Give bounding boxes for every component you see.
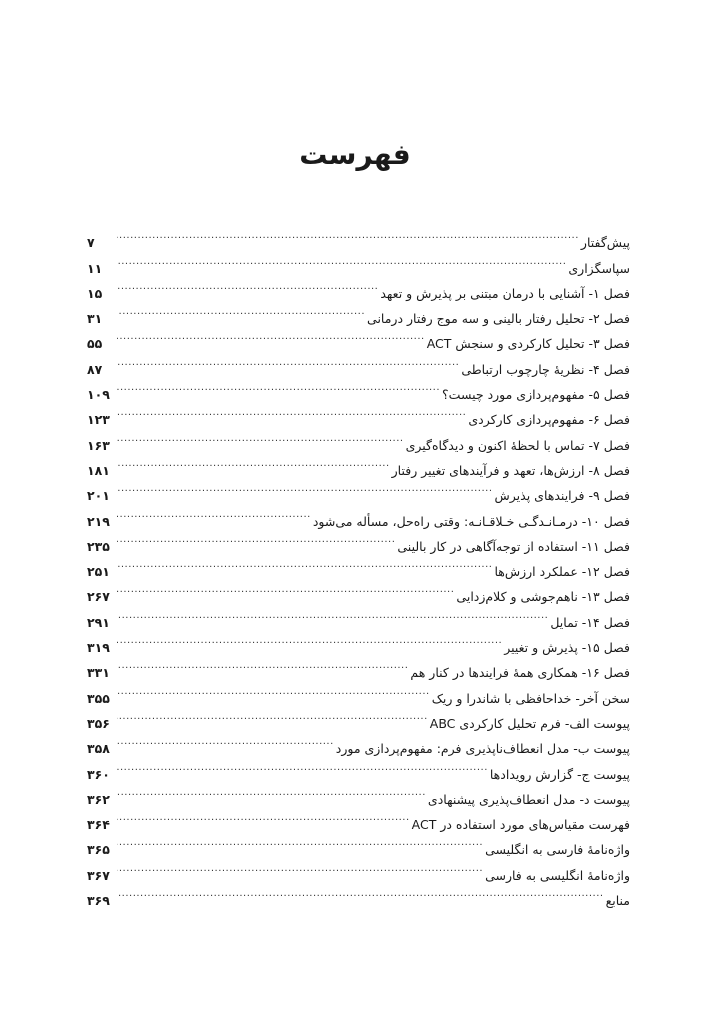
toc-entry-page-number: ۳۶۵ — [87, 842, 110, 858]
toc-entry-title: پیوست ج- گزارش رویدادها — [489, 766, 630, 782]
dot-leader — [117, 450, 390, 475]
dot-leader — [117, 222, 579, 247]
toc-entry-page-number: ۳۵۵ — [87, 690, 110, 706]
toc-entry[interactable] — [87, 880, 630, 909]
dot-leader — [117, 728, 334, 753]
table-of-contents — [87, 222, 630, 909]
toc-entry-title: فصل ۹- فرایندهای پذیرش — [494, 488, 630, 504]
toc-entry-page-number: ۲۹۱ — [87, 614, 110, 630]
toc-entry-page-number: ۱۰۹ — [87, 387, 110, 403]
toc-entry-page-number: ۳۶۴ — [87, 817, 110, 833]
dot-leader — [117, 424, 404, 449]
toc-entry-title: واژه‌نامهٔ انگلیسی به فارسی — [485, 867, 630, 883]
dot-leader — [117, 677, 430, 702]
toc-entry-title: منابع — [605, 893, 630, 909]
toc-entry-page-number: ۳۱ — [87, 311, 103, 327]
toc-entry-title: فصل ۸- ارزش‌ها، تعهد و فرآیندهای تغییر رفتار — [391, 462, 630, 478]
toc-entry-title: پیش‌گفتار — [580, 235, 630, 251]
dot-leader — [117, 804, 410, 829]
dot-leader — [117, 880, 604, 905]
toc-entry-title: سخن آخر- خداحافظی با شاندرا و ریک — [431, 690, 630, 706]
toc-entry-title: فصل ۵- مفهوم‌پردازی مورد چیست؟ — [442, 387, 630, 403]
toc-entry-title: فصل ۱۶- همکاری همهٔ فرایندها در کنار هم — [410, 665, 630, 681]
toc-entry-page-number: ۱۶۳ — [87, 437, 110, 453]
toc-entry-page-number: ۳۶۷ — [87, 867, 110, 883]
dot-leader — [117, 576, 454, 601]
toc-entry-page-number: ۳۱۹ — [87, 640, 110, 656]
toc-entry[interactable] — [87, 222, 630, 251]
dot-leader — [117, 475, 493, 500]
toc-entry-title: فصل ۲- تحلیل رفتار بالینی و سه موج رفتار درمانی — [367, 311, 630, 327]
toc-entry[interactable] — [87, 627, 630, 656]
dot-leader — [117, 273, 378, 298]
toc-entry-title: فصل ۱۰- درمـانـدگـی خـلاقـانـه: وقتی راه‌حل، مسأله می‌شود — [312, 513, 630, 529]
page-title: فهرست — [299, 138, 411, 171]
toc-entry-page-number: ۸۷ — [87, 361, 103, 377]
toc-entry-page-number: ۵۵ — [87, 336, 103, 352]
dot-leader — [117, 247, 566, 272]
toc-entry-title: فصل ۱۱- استفاده از توجه‌آگاهی در کار بالینی — [397, 538, 630, 554]
toc-entry-title: فصل ۱۳- ناهم‌جوشی و کلام‌زدایی — [456, 589, 630, 605]
toc-entry-title: فصل ۶- مفهوم‌پردازی کارکردی — [468, 412, 630, 428]
dot-leader — [117, 551, 492, 576]
toc-entry-title: فصل ۱۴- تمایل — [550, 614, 630, 630]
dot-leader — [117, 500, 311, 525]
dot-leader — [117, 703, 428, 728]
toc-entry-title: فصل ۱۲- عملکرد ارزش‌ها — [494, 564, 630, 580]
toc-entry-page-number: ۱۵ — [87, 285, 103, 301]
toc-entry-page-number: ۳۳۱ — [87, 665, 110, 681]
toc-entry-title: فصل ۴- نظریهٔ چارچوب ارتباطی — [461, 361, 630, 377]
dot-leader — [117, 526, 395, 551]
toc-entry-title: پیوست د- مدل انعطاف‌پذیری پیشنهادی — [427, 791, 630, 807]
toc-entry-title: پیوست ب- مدل انعطاف‌ناپذیری فرم: مفهوم‌پردازی مورد — [335, 741, 630, 757]
toc-entry-title: واژه‌نامهٔ فارسی به انگلیسی — [485, 842, 630, 858]
toc-entry-page-number: ۱۸۱ — [87, 462, 110, 478]
toc-entry-title: فهرست مقیاس‌های مورد استفاده در ACT — [411, 817, 630, 833]
dot-leader — [117, 829, 483, 854]
dot-leader — [117, 627, 502, 652]
dot-leader — [117, 753, 488, 778]
toc-entry[interactable] — [87, 247, 630, 276]
toc-entry-page-number: ۳۵۸ — [87, 741, 110, 757]
dot-leader — [117, 348, 459, 373]
dot-leader — [117, 323, 425, 348]
dot-leader — [117, 374, 440, 399]
toc-entry-page-number: ۲۵۱ — [87, 564, 110, 580]
toc-entry-title: فصل ۱۵- پذیرش و تغییر — [504, 640, 630, 656]
toc-entry-page-number: ۷ — [87, 235, 95, 251]
toc-entry[interactable] — [87, 273, 630, 301]
toc-entry-page-number: ۱۱ — [87, 260, 103, 276]
toc-entry-page-number: ۱۲۳ — [87, 412, 110, 428]
dot-leader — [117, 854, 483, 879]
toc-entry-title: سپاسگزاری — [568, 260, 630, 276]
toc-entry-page-number: ۳۵۶ — [87, 715, 110, 731]
toc-entry-page-number: ۲۱۹ — [87, 513, 110, 529]
toc-entry-title: فصل ۱- آشنایی با درمان مبتنی بر پذیرش و تعهد — [380, 285, 630, 301]
dot-leader — [117, 298, 365, 323]
toc-entry-page-number: ۲۳۵ — [87, 538, 110, 554]
toc-entry-title: فصل ۷- تماس با لحظهٔ اکنون و دیدگاه‌گیری — [405, 437, 630, 453]
dot-leader — [117, 601, 548, 626]
dot-leader — [117, 779, 426, 804]
toc-entry-page-number: ۳۶۰ — [87, 766, 110, 782]
toc-entry-title: پیوست الف- فرم تحلیل کارکردی ABC — [429, 715, 630, 731]
dot-leader — [117, 399, 466, 424]
toc-entry-page-number: ۳۶۲ — [87, 791, 110, 807]
toc-entry-page-number: ۳۶۹ — [87, 893, 110, 909]
toc-entry-title: فصل ۳- تحلیل کارکردی و سنجش ACT — [426, 336, 630, 352]
toc-entry-page-number: ۲۶۷ — [87, 589, 110, 605]
toc-entry-page-number: ۲۰۱ — [87, 488, 110, 504]
dot-leader — [117, 652, 408, 677]
